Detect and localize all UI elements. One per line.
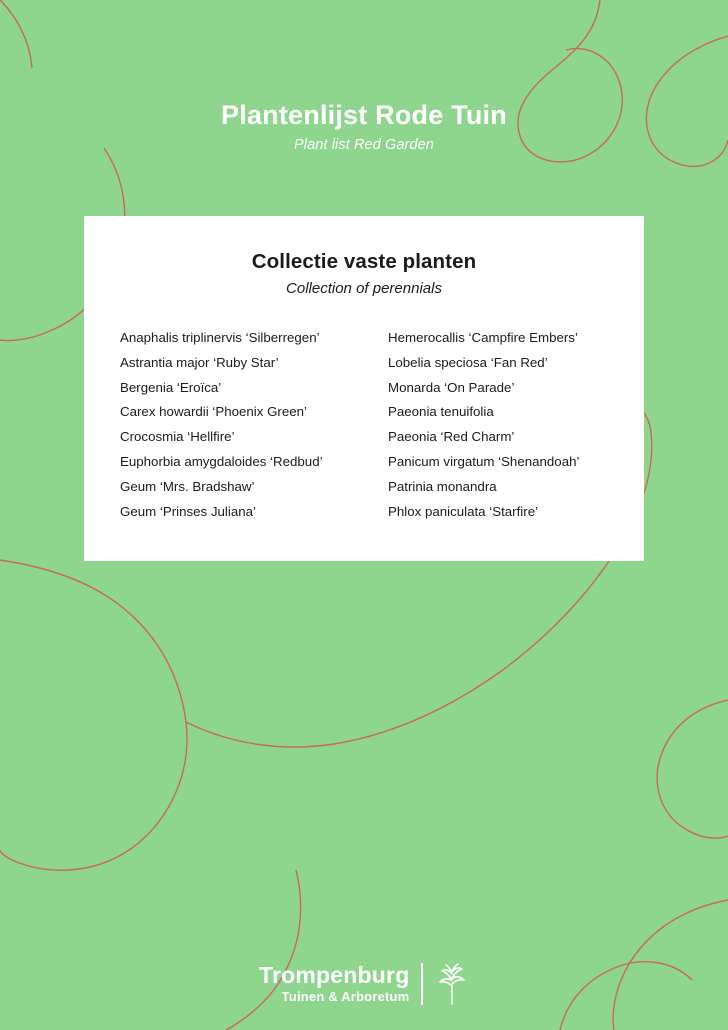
plant-list-columns <box>120 331 608 529</box>
page-subtitle: Plant list Red Garden <box>294 137 434 154</box>
brand-divider <box>421 963 423 1005</box>
list-item: Monarda ‘On Parade’ <box>388 379 515 395</box>
poster-footer <box>0 962 728 1006</box>
plant-list-card <box>84 216 644 561</box>
page-title: Plantenlijst Rode Tuin <box>221 100 507 130</box>
plant-list-column-left <box>120 331 364 529</box>
list-item: Lobelia speciosa ‘Fan Red’ <box>388 354 548 370</box>
brand-subtitle: Tuinen & Arboretum <box>281 989 410 1005</box>
poster-header <box>0 100 728 153</box>
list-item: Phlox paniculata ‘Starfire’ <box>388 503 539 519</box>
brand-name: Trompenburg <box>259 962 410 989</box>
brand-text <box>259 963 409 1005</box>
list-item: Paeonia tenuifolia <box>388 404 494 420</box>
list-item: Patrinia monandra <box>388 478 497 494</box>
list-item: Crocosmia ‘Hellfire’ <box>120 429 235 445</box>
list-item: Geum ‘Prinses Juliana’ <box>120 503 256 519</box>
list-item: Carex howardii ‘Phoenix Green’ <box>120 404 307 420</box>
list-item: Hemerocallis ‘Campfire Embers’ <box>388 330 578 345</box>
list-item: Anaphalis triplinervis ‘Silberregen’ <box>120 330 320 345</box>
list-item: Euphorbia amygdaloides ‘Redbud’ <box>120 453 323 469</box>
card-subtitle: Collection of perennials <box>286 280 442 297</box>
card-title: Collectie vaste planten <box>251 250 477 273</box>
list-item: Panicum virgatum ‘Shenandoah’ <box>388 453 580 469</box>
list-item: Bergenia ‘Eroïca’ <box>120 379 222 395</box>
list-item: Geum ‘Mrs. Bradshaw’ <box>120 478 255 494</box>
list-item: Astrantia major ‘Ruby Star’ <box>120 354 279 370</box>
brand-lockup <box>259 962 469 1006</box>
plant-list-column-right <box>364 331 608 529</box>
deer-antler-icon <box>435 962 469 1006</box>
list-item: Paeonia ‘Red Charm’ <box>388 429 515 445</box>
